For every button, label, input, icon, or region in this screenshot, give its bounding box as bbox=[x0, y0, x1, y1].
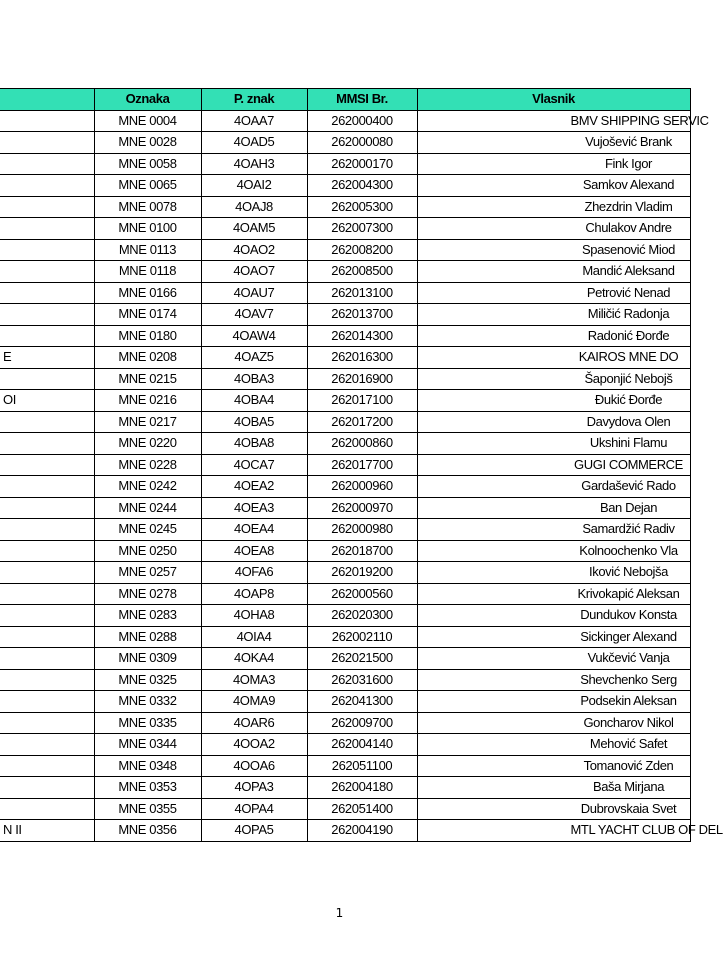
table-row bbox=[0, 196, 690, 218]
cell-oznaka: MNE 0180 bbox=[94, 325, 201, 347]
cell-oznaka: MNE 0344 bbox=[94, 734, 201, 756]
cell-oznaka: MNE 0216 bbox=[94, 390, 201, 412]
table-row bbox=[0, 734, 690, 756]
cell-vlasnik: Miličić Radonja bbox=[417, 304, 690, 326]
cell-oznaka: MNE 0004 bbox=[94, 110, 201, 132]
cell-pozivni-znak: 4OOA6 bbox=[201, 755, 307, 777]
cell-mmsi: 262007300 bbox=[307, 218, 417, 240]
cell-vlasnik: Samkov Alexand bbox=[417, 175, 690, 197]
cell-mmsi: 262008500 bbox=[307, 261, 417, 283]
cell-vessel-name bbox=[0, 411, 94, 433]
table-row bbox=[0, 669, 690, 691]
cell-vlasnik: Mehović Safet bbox=[417, 734, 690, 756]
cell-vessel-name bbox=[0, 626, 94, 648]
table-row bbox=[0, 497, 690, 519]
cell-vlasnik: Spasenović Miod bbox=[417, 239, 690, 261]
cell-vlasnik: Krivokapić Aleksan bbox=[417, 583, 690, 605]
cell-mmsi: 262018700 bbox=[307, 540, 417, 562]
cell-pozivni-znak: 4OOA2 bbox=[201, 734, 307, 756]
cell-mmsi: 262031600 bbox=[307, 669, 417, 691]
cell-mmsi: 262004140 bbox=[307, 734, 417, 756]
cell-vlasnik: Vukčević Vanja bbox=[417, 648, 690, 670]
cell-oznaka: MNE 0078 bbox=[94, 196, 201, 218]
cell-vessel-name bbox=[0, 476, 94, 498]
cell-vlasnik: Ban Dejan bbox=[417, 497, 690, 519]
cell-oznaka: MNE 0257 bbox=[94, 562, 201, 584]
table-row bbox=[0, 325, 690, 347]
cell-oznaka: MNE 0283 bbox=[94, 605, 201, 627]
cell-mmsi: 262013100 bbox=[307, 282, 417, 304]
cell-vessel-name bbox=[0, 734, 94, 756]
cell-pozivni-znak: 4OEA2 bbox=[201, 476, 307, 498]
cell-oznaka: MNE 0356 bbox=[94, 820, 201, 842]
cell-oznaka: MNE 0113 bbox=[94, 239, 201, 261]
cell-vessel-name bbox=[0, 755, 94, 777]
cell-oznaka: MNE 0245 bbox=[94, 519, 201, 541]
cell-mmsi: 262014300 bbox=[307, 325, 417, 347]
cell-pozivni-znak: 4OAO2 bbox=[201, 239, 307, 261]
table-row bbox=[0, 239, 690, 261]
header-vlasnik: Vlasnik bbox=[417, 89, 690, 111]
cell-vessel-name bbox=[0, 433, 94, 455]
cell-vessel-name bbox=[0, 304, 94, 326]
cell-mmsi: 262000960 bbox=[307, 476, 417, 498]
table-row bbox=[0, 282, 690, 304]
cell-oznaka: MNE 0065 bbox=[94, 175, 201, 197]
cell-mmsi: 262013700 bbox=[307, 304, 417, 326]
cell-pozivni-znak: 4OAI2 bbox=[201, 175, 307, 197]
cell-oznaka: MNE 0278 bbox=[94, 583, 201, 605]
table-row bbox=[0, 626, 690, 648]
table-row bbox=[0, 540, 690, 562]
cell-oznaka: MNE 0166 bbox=[94, 282, 201, 304]
cell-vlasnik: Fink Igor bbox=[417, 153, 690, 175]
vessel-register-table bbox=[0, 88, 723, 842]
cell-oznaka: MNE 0028 bbox=[94, 132, 201, 154]
cell-pozivni-znak: 4OPA4 bbox=[201, 798, 307, 820]
table-row bbox=[0, 390, 690, 412]
table-row bbox=[0, 777, 690, 799]
header-name bbox=[0, 89, 94, 111]
table-row bbox=[0, 712, 690, 734]
cell-pozivni-znak: 4OBA3 bbox=[201, 368, 307, 390]
cell-pozivni-znak: 4OFA6 bbox=[201, 562, 307, 584]
table-row bbox=[0, 218, 690, 240]
cell-pozivni-znak: 4OPA3 bbox=[201, 777, 307, 799]
cell-mmsi: 262021500 bbox=[307, 648, 417, 670]
table-row bbox=[0, 347, 690, 369]
cell-vlasnik: BMV SHIPPING SERVIC bbox=[417, 110, 690, 132]
cell-vessel-name bbox=[0, 454, 94, 476]
cell-vessel-name bbox=[0, 691, 94, 713]
cell-mmsi: 262005300 bbox=[307, 196, 417, 218]
table-row bbox=[0, 411, 690, 433]
table-row bbox=[0, 519, 690, 541]
cell-mmsi: 262004190 bbox=[307, 820, 417, 842]
cell-oznaka: MNE 0242 bbox=[94, 476, 201, 498]
cell-vessel-name bbox=[0, 497, 94, 519]
table-row bbox=[0, 132, 690, 154]
cell-vessel-name bbox=[0, 282, 94, 304]
cell-vlasnik: KAIROS MNE DO bbox=[417, 347, 690, 369]
cell-vlasnik: Šaponjić Nebojš bbox=[417, 368, 690, 390]
cell-mmsi: 262000560 bbox=[307, 583, 417, 605]
cell-vlasnik: Goncharov Nikol bbox=[417, 712, 690, 734]
page-number: 1 bbox=[335, 906, 344, 920]
cell-pozivni-znak: 4OHA8 bbox=[201, 605, 307, 627]
table-row bbox=[0, 153, 690, 175]
cell-vlasnik: Đukić Đorđe bbox=[417, 390, 690, 412]
cell-pozivni-znak: 4OEA8 bbox=[201, 540, 307, 562]
cell-pozivni-znak: 4OAP8 bbox=[201, 583, 307, 605]
cell-pozivni-znak: 4OKA4 bbox=[201, 648, 307, 670]
cell-oznaka: MNE 0353 bbox=[94, 777, 201, 799]
cell-pozivni-znak: 4OAR6 bbox=[201, 712, 307, 734]
cell-mmsi: 262051400 bbox=[307, 798, 417, 820]
cell-vessel-name: E bbox=[0, 347, 94, 369]
cell-oznaka: MNE 0058 bbox=[94, 153, 201, 175]
cell-vlasnik: Gardašević Rado bbox=[417, 476, 690, 498]
cell-oznaka: MNE 0325 bbox=[94, 669, 201, 691]
table-body bbox=[0, 110, 723, 841]
cell-mmsi: 262017100 bbox=[307, 390, 417, 412]
cell-mmsi: 262002110 bbox=[307, 626, 417, 648]
cell-oznaka: MNE 0250 bbox=[94, 540, 201, 562]
table-row bbox=[0, 304, 690, 326]
table-row bbox=[0, 476, 690, 498]
table-header-row bbox=[0, 89, 690, 111]
cell-oznaka: MNE 0100 bbox=[94, 218, 201, 240]
cell-oznaka: MNE 0288 bbox=[94, 626, 201, 648]
table-row bbox=[0, 454, 690, 476]
cell-pozivni-znak: 4OAM5 bbox=[201, 218, 307, 240]
cell-mmsi: 262000980 bbox=[307, 519, 417, 541]
table-row bbox=[0, 433, 690, 455]
table-row bbox=[0, 820, 690, 842]
cell-mmsi: 262000860 bbox=[307, 433, 417, 455]
cell-mmsi: 262041300 bbox=[307, 691, 417, 713]
cell-vessel-name bbox=[0, 132, 94, 154]
cell-vlasnik: Dubrovskaia Svet bbox=[417, 798, 690, 820]
header-mmsi: MMSI Br. bbox=[307, 89, 417, 111]
cell-vlasnik: Vujošević Brank bbox=[417, 132, 690, 154]
cell-oznaka: MNE 0220 bbox=[94, 433, 201, 455]
cell-vessel-name bbox=[0, 540, 94, 562]
cell-pozivni-znak: 4OEA3 bbox=[201, 497, 307, 519]
cell-vessel-name bbox=[0, 153, 94, 175]
cell-mmsi: 262000970 bbox=[307, 497, 417, 519]
cell-vessel-name bbox=[0, 798, 94, 820]
cell-oznaka: MNE 0228 bbox=[94, 454, 201, 476]
cell-oznaka: MNE 0332 bbox=[94, 691, 201, 713]
cell-vessel-name bbox=[0, 218, 94, 240]
cell-vlasnik: GUGI COMMERCE bbox=[417, 454, 690, 476]
table-row bbox=[0, 261, 690, 283]
table-row bbox=[0, 691, 690, 713]
cell-vlasnik: Shevchenko Serg bbox=[417, 669, 690, 691]
cell-mmsi: 262017200 bbox=[307, 411, 417, 433]
cell-pozivni-znak: 4OAO7 bbox=[201, 261, 307, 283]
cell-mmsi: 262004180 bbox=[307, 777, 417, 799]
table-row bbox=[0, 175, 690, 197]
cell-pozivni-znak: 4OAW4 bbox=[201, 325, 307, 347]
cell-oznaka: MNE 0348 bbox=[94, 755, 201, 777]
cell-mmsi: 262016300 bbox=[307, 347, 417, 369]
table-row bbox=[0, 562, 690, 584]
table-row bbox=[0, 755, 690, 777]
cell-vlasnik: Baša Mirjana bbox=[417, 777, 690, 799]
cell-mmsi: 262017700 bbox=[307, 454, 417, 476]
cell-pozivni-znak: 4OIA4 bbox=[201, 626, 307, 648]
cell-vessel-name bbox=[0, 325, 94, 347]
cell-pozivni-znak: 4OAU7 bbox=[201, 282, 307, 304]
cell-vessel-name bbox=[0, 261, 94, 283]
cell-pozivni-znak: 4OAJ8 bbox=[201, 196, 307, 218]
cell-vessel-name bbox=[0, 712, 94, 734]
cell-vlasnik: Podsekin Aleksan bbox=[417, 691, 690, 713]
cell-vlasnik: Chulakov Andre bbox=[417, 218, 690, 240]
cell-mmsi: 262008200 bbox=[307, 239, 417, 261]
cell-vessel-name bbox=[0, 583, 94, 605]
cell-pozivni-znak: 4OAV7 bbox=[201, 304, 307, 326]
cell-vlasnik: Kolnoochenko Vla bbox=[417, 540, 690, 562]
cell-vessel-name bbox=[0, 519, 94, 541]
table-row bbox=[0, 648, 690, 670]
cell-oznaka: MNE 0309 bbox=[94, 648, 201, 670]
cell-vessel-name bbox=[0, 777, 94, 799]
cell-oznaka: MNE 0118 bbox=[94, 261, 201, 283]
cell-mmsi: 262000400 bbox=[307, 110, 417, 132]
cell-pozivni-znak: 4OAZ5 bbox=[201, 347, 307, 369]
header-pznak: P. znak bbox=[201, 89, 307, 111]
cell-pozivni-znak: 4OEA4 bbox=[201, 519, 307, 541]
cell-vessel-name bbox=[0, 239, 94, 261]
cell-vessel-name bbox=[0, 562, 94, 584]
cell-vlasnik: Petrović Nenad bbox=[417, 282, 690, 304]
cell-vlasnik: MTL YACHT CLUB OF DEL bbox=[417, 820, 690, 842]
cell-vlasnik: Mandić Aleksand bbox=[417, 261, 690, 283]
cell-vlasnik: Zhezdrin Vladim bbox=[417, 196, 690, 218]
cell-vlasnik: Sickinger Alexand bbox=[417, 626, 690, 648]
cell-mmsi: 262051100 bbox=[307, 755, 417, 777]
cell-pozivni-znak: 4OBA5 bbox=[201, 411, 307, 433]
cell-pozivni-znak: 4OAH3 bbox=[201, 153, 307, 175]
cell-pozivni-znak: 4OMA9 bbox=[201, 691, 307, 713]
cell-oznaka: MNE 0217 bbox=[94, 411, 201, 433]
cell-oznaka: MNE 0174 bbox=[94, 304, 201, 326]
table-row bbox=[0, 583, 690, 605]
cell-oznaka: MNE 0355 bbox=[94, 798, 201, 820]
cell-oznaka: MNE 0215 bbox=[94, 368, 201, 390]
cell-mmsi: 262000080 bbox=[307, 132, 417, 154]
cell-oznaka: MNE 0244 bbox=[94, 497, 201, 519]
cell-pozivni-znak: 4OCA7 bbox=[201, 454, 307, 476]
cell-mmsi: 262016900 bbox=[307, 368, 417, 390]
table-row bbox=[0, 605, 690, 627]
cell-vessel-name bbox=[0, 368, 94, 390]
spreadsheet-page bbox=[0, 88, 723, 842]
cell-oznaka: MNE 0335 bbox=[94, 712, 201, 734]
cell-pozivni-znak: 4OBA8 bbox=[201, 433, 307, 455]
cell-vlasnik: Samardžić Radiv bbox=[417, 519, 690, 541]
cell-pozivni-znak: 4OMA3 bbox=[201, 669, 307, 691]
cell-mmsi: 262020300 bbox=[307, 605, 417, 627]
cell-vessel-name bbox=[0, 605, 94, 627]
cell-vlasnik: Davydova Olen bbox=[417, 411, 690, 433]
table-row bbox=[0, 368, 690, 390]
cell-vlasnik: Dundukov Konsta bbox=[417, 605, 690, 627]
cell-vessel-name bbox=[0, 648, 94, 670]
cell-mmsi: 262019200 bbox=[307, 562, 417, 584]
cell-pozivni-znak: 4OPA5 bbox=[201, 820, 307, 842]
cell-pozivni-znak: 4OBA4 bbox=[201, 390, 307, 412]
cell-vessel-name bbox=[0, 669, 94, 691]
cell-vessel-name: N II bbox=[0, 820, 94, 842]
cell-vessel-name bbox=[0, 110, 94, 132]
cell-vlasnik: Tomanović Zden bbox=[417, 755, 690, 777]
cell-vlasnik: Radonić Đorđe bbox=[417, 325, 690, 347]
cell-vessel-name bbox=[0, 175, 94, 197]
cell-vessel-name bbox=[0, 196, 94, 218]
cell-mmsi: 262009700 bbox=[307, 712, 417, 734]
cell-pozivni-znak: 4OAA7 bbox=[201, 110, 307, 132]
cell-vlasnik: Ukshini Flamu bbox=[417, 433, 690, 455]
header-oznaka: Oznaka bbox=[94, 89, 201, 111]
table-row bbox=[0, 798, 690, 820]
cell-vlasnik: Iković Nebojša bbox=[417, 562, 690, 584]
table-row bbox=[0, 110, 690, 132]
cell-oznaka: MNE 0208 bbox=[94, 347, 201, 369]
cell-vessel-name: OI bbox=[0, 390, 94, 412]
cell-mmsi: 262000170 bbox=[307, 153, 417, 175]
cell-pozivni-znak: 4OAD5 bbox=[201, 132, 307, 154]
cell-mmsi: 262004300 bbox=[307, 175, 417, 197]
